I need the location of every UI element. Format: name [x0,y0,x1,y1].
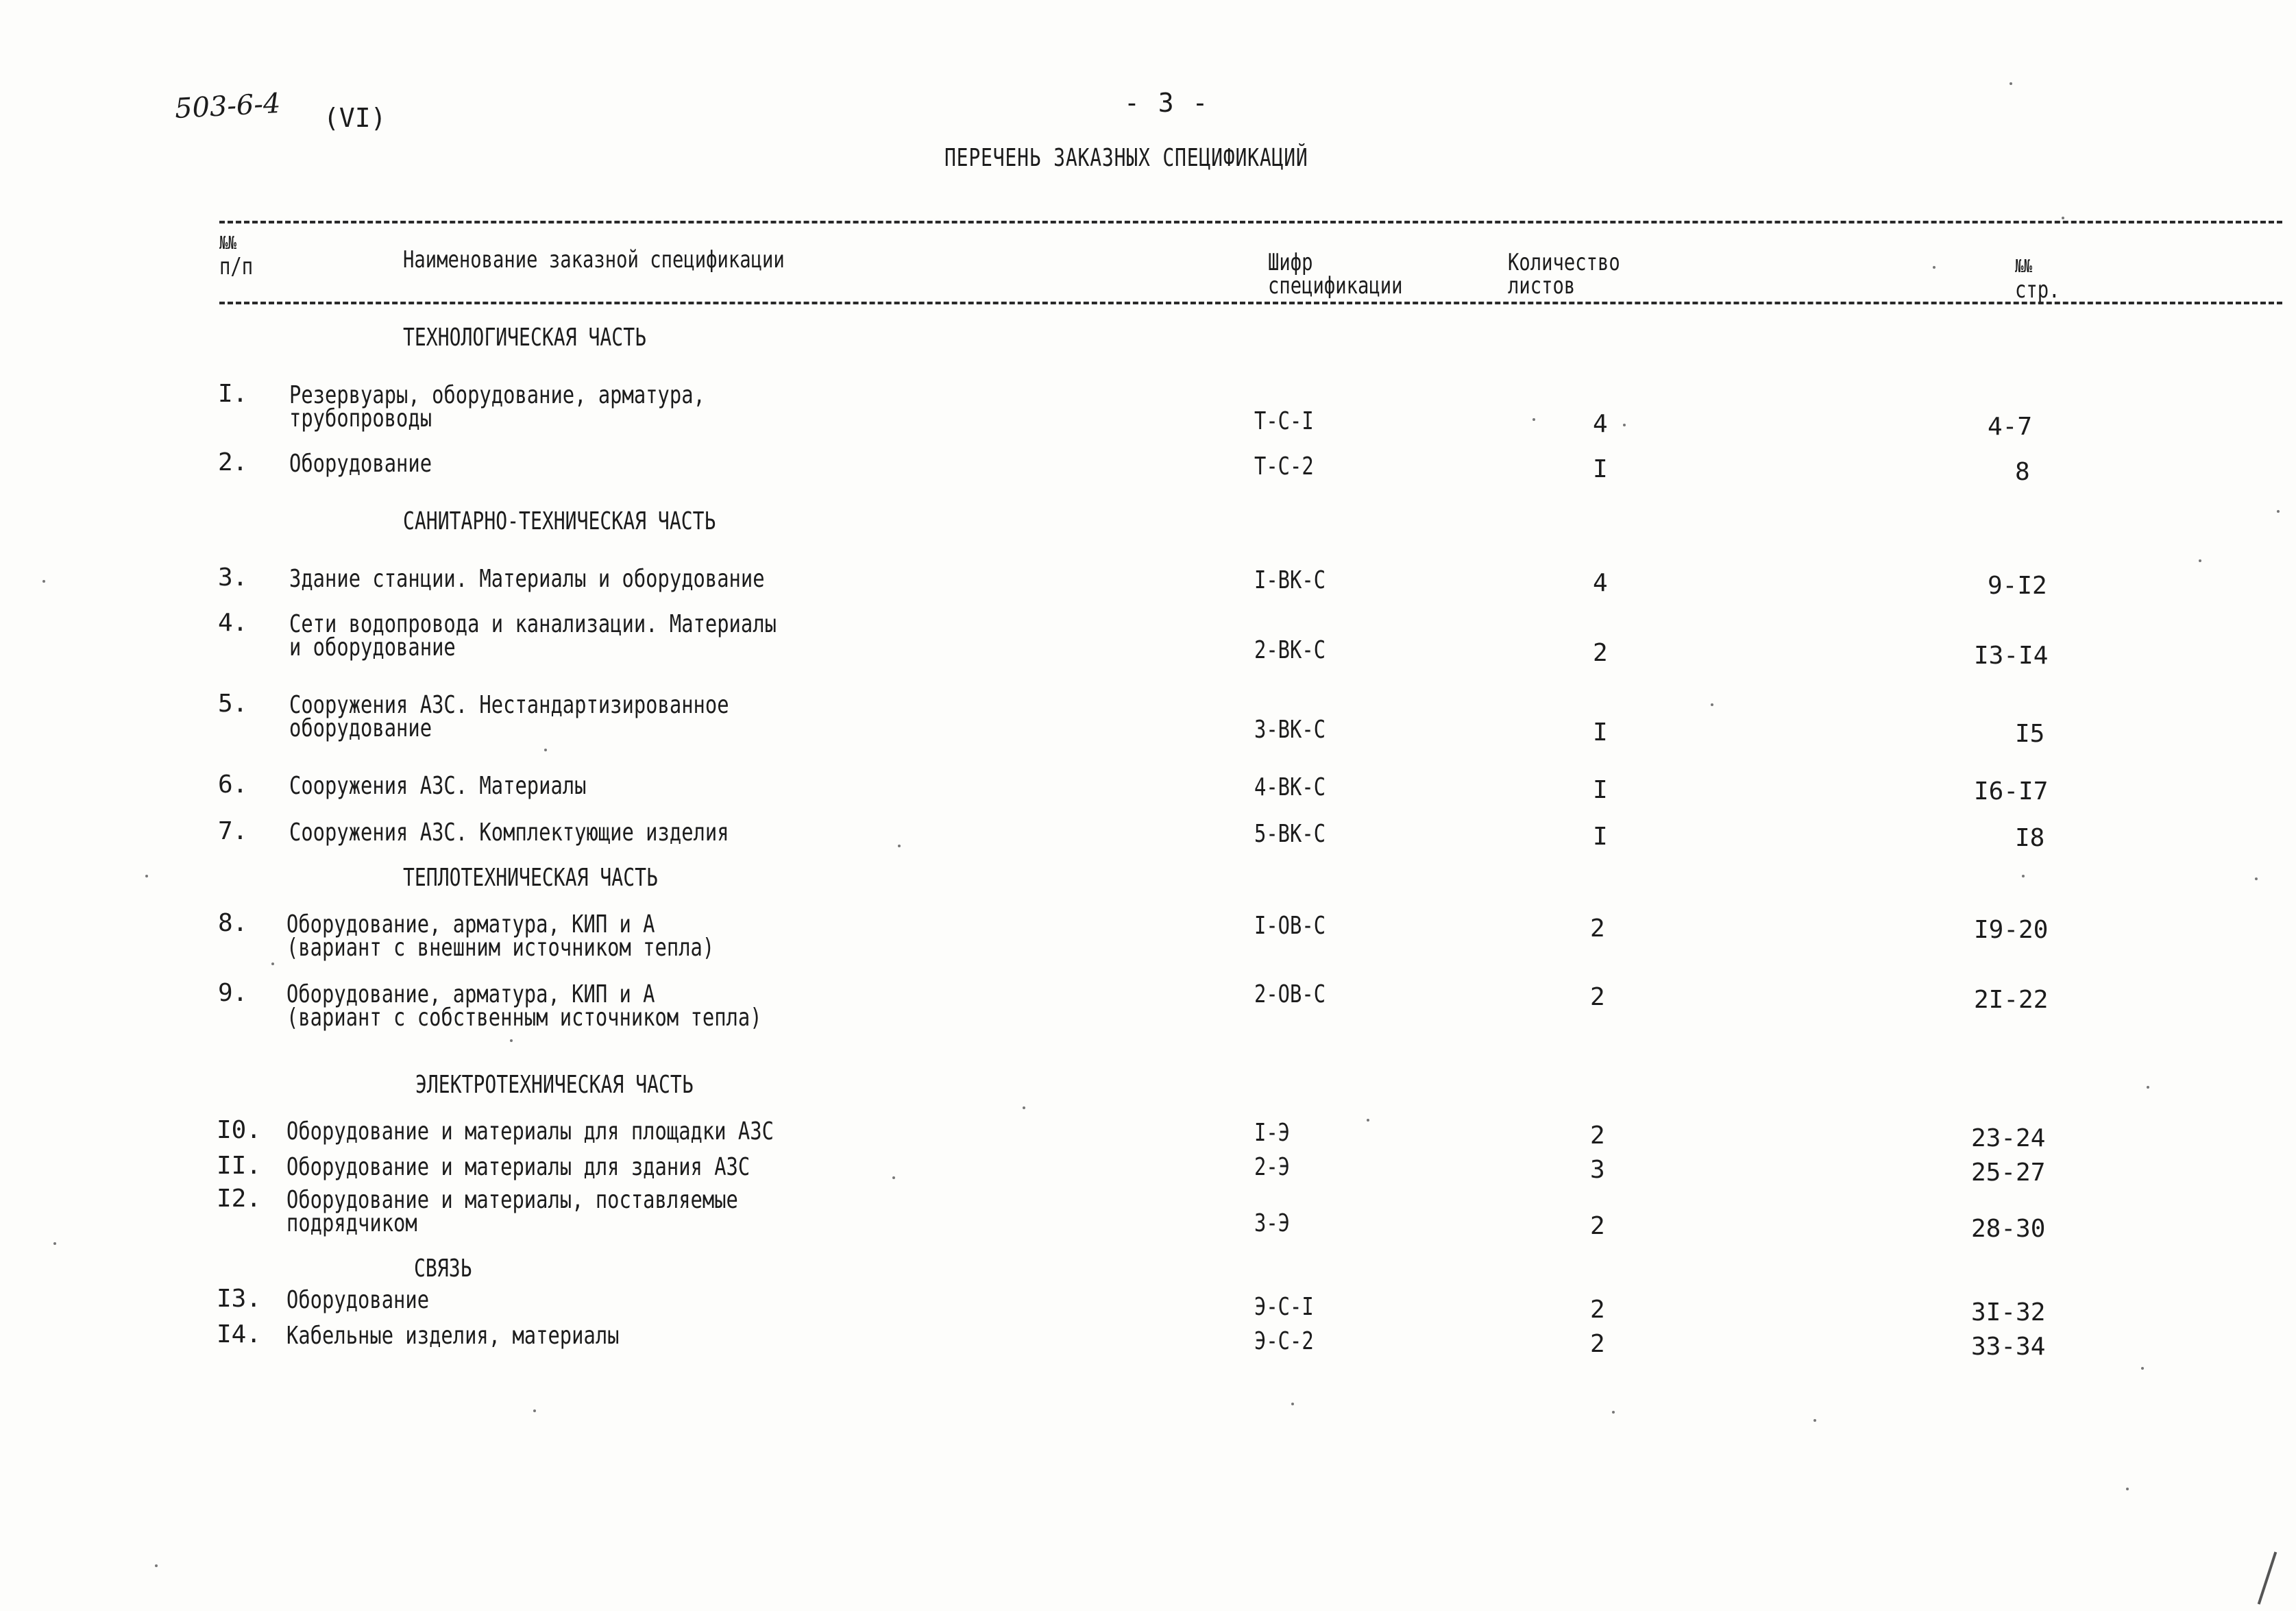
header-page [2015,255,2060,302]
header-sheets [1508,251,1620,298]
scan-speck [1933,266,1935,269]
row-number: I3. [217,1285,262,1313]
row-name [286,910,715,962]
row-name [289,772,587,800]
document-code: 503-6-4 [173,87,282,125]
header-number [219,232,253,278]
row-code: I-ВК-С [1254,566,1326,594]
section-title-electrical: ЭЛЕКТРОТЕХНИЧЕСКАЯ ЧАСТЬ [415,1071,694,1099]
row-code: 3-Э [1254,1209,1291,1237]
header-code [1268,251,1403,298]
table-header-rule [219,302,2282,304]
scan-speck [2199,559,2201,562]
row-sheets: 2 [1590,1212,1605,1240]
row-sheets: 2 [1590,1330,1605,1358]
row-name [289,691,729,742]
scan-mark [2258,1551,2277,1604]
scan-speck [2147,1086,2149,1089]
scan-speck [892,1176,895,1179]
row-name-line: Сооружения АЗС. Материалы [289,772,587,800]
row-number: 8. [218,909,248,937]
row-name-line: Оборудование и материалы для здания АЗС [286,1153,750,1181]
table-top-rule [219,221,2282,223]
row-code: 5-ВК-С [1254,820,1326,848]
scan-speck [533,1409,536,1412]
row-number: 2. [218,448,248,476]
row-number: I0. [217,1116,262,1144]
row-name-line: Кабельные изделия, материалы [286,1322,620,1350]
row-number: 7. [218,817,248,845]
row-name [286,1117,774,1146]
row-sheets: 4 [1593,569,1608,597]
row-name-line: (вариант с собственным источником тепла) [286,1004,762,1032]
section-title-thermal: ТЕПЛОТЕХНИЧЕСКАЯ ЧАСТЬ [403,864,658,892]
scan-speck [145,875,148,877]
row-code: 3-ВК-С [1254,716,1326,744]
row-sheets: 2 [1590,1122,1605,1150]
row-name-line: (вариант с внешним источником тепла) [286,934,715,962]
row-number: 9. [218,979,248,1007]
row-pages: 23-24 [1971,1124,2046,1152]
header-number-line1: №№ [219,233,237,254]
scan-speck [1711,703,1713,706]
scan-speck [42,580,45,583]
scan-speck [1291,1403,1294,1405]
row-pages: I9-20 [1974,916,2049,944]
row-name-line: Оборудование и материалы, поставляемые [286,1186,738,1214]
row-name-line: Резервуары, оборудование, арматура, [289,381,705,409]
row-number: I2. [217,1185,262,1213]
row-sheets: 2 [1590,914,1605,943]
row-name [289,610,777,662]
scan-speck [2022,875,2025,877]
row-sheets: I [1593,823,1608,851]
row-code: 2-Э [1254,1153,1291,1181]
row-name [286,1186,738,1237]
document-part: (VI) [323,103,387,133]
scan-speck [1532,418,1535,421]
row-pages: 8 [2015,458,2030,486]
scan-speck [898,845,901,847]
row-name [286,1153,750,1181]
row-number: 6. [218,771,248,799]
row-number: I4. [217,1320,262,1348]
row-pages: 9-I2 [1988,572,2047,600]
row-sheets: 4 [1593,410,1608,438]
scan-speck [544,749,547,751]
section-title-technological: ТЕХНОЛОГИЧЕСКАЯ ЧАСТЬ [403,324,647,352]
row-name [289,452,432,476]
row-sheets: 2 [1590,983,1605,1011]
scan-speck [510,1039,513,1042]
row-code: 4-ВК-С [1254,773,1326,801]
row-name-line: Сооружения АЗС. Комплектующие изделия [289,819,729,847]
row-number: 3. [218,564,248,592]
row-code: Э-С-I [1254,1293,1314,1321]
header-sheets-line2: листов [1508,272,1576,300]
row-sheets: 2 [1593,639,1608,667]
scan-speck [53,1242,56,1245]
row-name-line: Здание станции. Материалы и оборудование [289,565,765,593]
scan-speck [155,1564,158,1567]
header-page-line2: стр. [2015,276,2060,304]
scan-speck [2010,82,2012,85]
row-pages: 28-30 [1971,1215,2046,1243]
scan-speck [1612,1411,1615,1414]
row-code: Э-С-2 [1254,1327,1314,1355]
scan-speck [2141,1367,2144,1370]
row-sheets: I [1593,718,1608,747]
row-name [286,1324,620,1348]
row-sheets: I [1593,776,1608,804]
row-name-line: трубопроводы [289,404,432,433]
row-pages: I5 [2015,720,2045,748]
row-code: Т-С-2 [1254,452,1314,481]
scan-speck [1813,1419,1816,1422]
row-name-line: Оборудование, арматура, КИП и А [286,910,655,938]
page-title: ПЕРЕЧЕНЬ ЗАКАЗНЫХ СПЕЦИФИКАЦИЙ [944,144,1308,172]
header-sheets-line1: Количество [1508,249,1620,276]
row-name [289,565,765,593]
header-name: Наименование заказной спецификации [403,246,785,274]
row-number: 5. [218,690,248,718]
row-sheets: 2 [1590,1296,1605,1324]
row-pages: I3-I4 [1974,642,2049,670]
row-name-line: Оборудование [286,1286,430,1314]
row-pages: 2I-22 [1974,986,2049,1014]
scan-speck [271,962,274,965]
scan-speck [1623,424,1626,426]
row-number: II. [217,1152,262,1180]
row-name [286,980,762,1032]
row-name-line: Сооружения АЗС. Нестандартизированное [289,691,729,719]
row-code: 2-ОВ-С [1254,980,1326,1008]
scan-speck [2062,217,2064,219]
section-title-sanitary: САНИТАРНО-ТЕХНИЧЕСКАЯ ЧАСТЬ [403,507,716,535]
row-pages: 33-34 [1971,1333,2046,1361]
row-pages: 4-7 [1988,413,2033,441]
page-number: - 3 - [1124,88,1210,118]
header-number-line2: п/п [219,253,254,280]
row-name-line: Оборудование и материалы для площадки АЗС [286,1117,774,1146]
row-name [289,821,729,845]
header-page-line1: №№ [2015,256,2033,277]
row-pages: 25-27 [1971,1159,2046,1187]
row-name-line: Оборудование [289,450,432,478]
row-name-line: оборудование [289,714,432,742]
scan-speck [2255,877,2258,880]
header-code-line1: Шифр [1268,249,1313,276]
row-name-line: и оборудование [289,633,456,662]
scan-speck [2126,1488,2129,1490]
row-pages: I6-I7 [1974,777,2049,806]
row-sheets: I [1593,455,1608,483]
row-number: I. [218,380,248,408]
row-name-line: Оборудование, арматура, КИП и А [286,980,655,1008]
section-title-communication: СВЯЗЬ [414,1255,472,1283]
row-code: I-ОВ-С [1254,912,1326,940]
row-name-line: подрядчиком [286,1209,417,1237]
row-pages: I8 [2015,824,2045,852]
row-pages: 3I-32 [1971,1298,2046,1327]
row-sheets: 3 [1590,1156,1605,1184]
row-name [286,1286,430,1314]
scan-speck [1367,1119,1369,1122]
row-name [289,381,705,433]
header-code-line2: спецификации [1268,272,1403,300]
row-code: 2-ВК-С [1254,636,1326,664]
row-code: Т-С-I [1254,407,1314,435]
row-number: 4. [218,609,248,637]
scan-speck [1023,1106,1025,1109]
row-code: I-Э [1254,1119,1291,1147]
row-name-line: Сети водопровода и канализации. Материалы [289,610,777,638]
scan-speck [2277,510,2280,513]
